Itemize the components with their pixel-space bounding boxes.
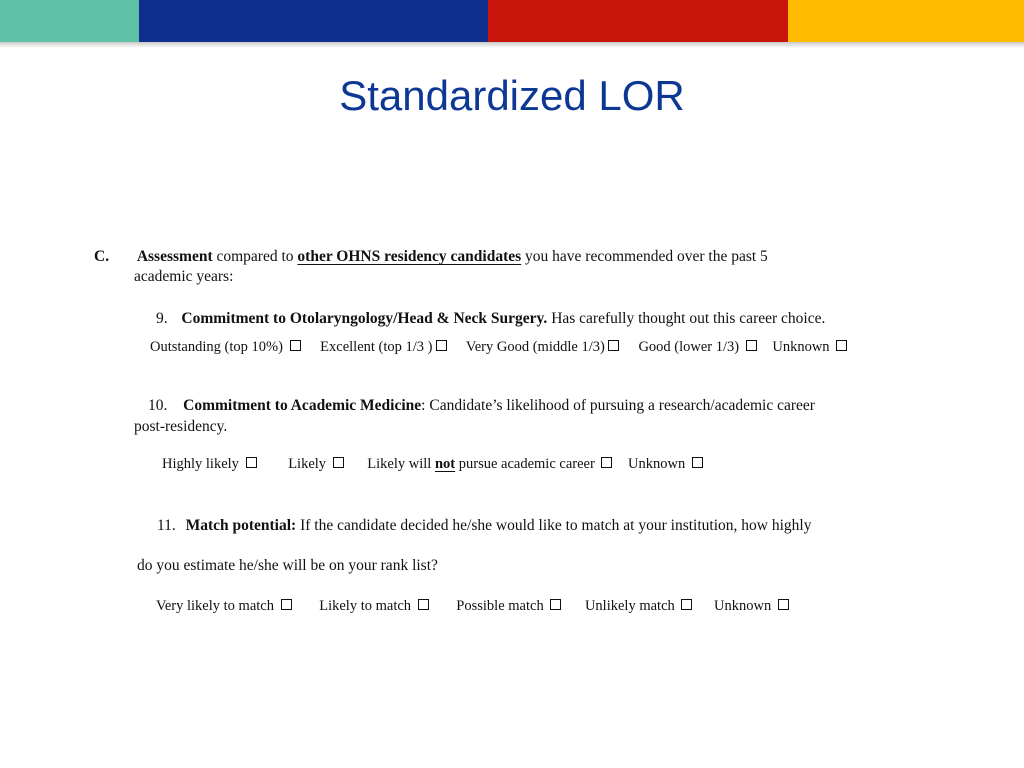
- section-heading-underlined: other OHNS residency candidates: [297, 248, 522, 265]
- q11-option-unknown[interactable]: [714, 598, 789, 614]
- question-11-title: Match potential:: [185, 517, 297, 534]
- checkbox-icon[interactable]: [281, 599, 292, 610]
- q9-option-outstanding[interactable]: [150, 339, 301, 355]
- q10-option-unknown[interactable]: [628, 456, 703, 472]
- q9-option-label: Outstanding (top 10%): [150, 339, 283, 355]
- section-heading-bold: Assessment: [136, 248, 213, 265]
- question-10-title: Commitment to Academic Medicine: [183, 397, 422, 414]
- checkbox-icon[interactable]: [333, 457, 344, 468]
- q9-option-label: Good (lower 1/3): [638, 339, 740, 355]
- q10-option-likely[interactable]: [288, 456, 343, 472]
- checkbox-icon[interactable]: [778, 599, 789, 610]
- question-9-options: [150, 339, 847, 356]
- q11-option-label: Possible match: [456, 598, 544, 614]
- checkbox-icon[interactable]: [436, 340, 447, 351]
- checkbox-icon[interactable]: [290, 340, 301, 351]
- q10-option-label-post: pursue academic career: [455, 456, 595, 472]
- q11-option-label: Likely to match: [319, 598, 412, 614]
- header-color-bar: [0, 0, 1024, 42]
- question-9: [156, 310, 825, 328]
- q11-option-very-likely[interactable]: [156, 598, 292, 614]
- question-9-number: 9.: [156, 310, 168, 327]
- checkbox-icon[interactable]: [246, 457, 257, 468]
- q9-option-unknown[interactable]: [772, 339, 847, 355]
- q11-option-unlikely[interactable]: [585, 598, 692, 614]
- header-segment-yellow: [788, 0, 1024, 42]
- question-10: [148, 397, 815, 415]
- checkbox-icon[interactable]: [608, 340, 619, 351]
- checkbox-icon[interactable]: [681, 599, 692, 610]
- section-letter: C.: [94, 248, 110, 265]
- q9-option-label: Excellent (top 1/3 ): [320, 339, 433, 355]
- q10-option-highly-likely[interactable]: [162, 456, 257, 472]
- q11-option-possible[interactable]: [456, 598, 561, 614]
- question-11: [157, 517, 811, 535]
- question-11-number: 11.: [157, 517, 176, 534]
- q11-option-label: Unknown: [714, 598, 772, 614]
- section-heading-rest: you have recommended over the past 5: [521, 248, 768, 265]
- header-segment-blue: [139, 0, 488, 42]
- section-heading: [94, 248, 768, 266]
- q11-option-likely[interactable]: [319, 598, 428, 614]
- header-shadow: [0, 42, 1024, 48]
- section-heading-mid: compared to: [212, 248, 298, 265]
- section-heading-line2: academic years:: [134, 268, 234, 285]
- question-11-options: [156, 598, 789, 615]
- checkbox-icon[interactable]: [418, 599, 429, 610]
- question-9-title: Commitment to Otolaryngology/Head & Neck Surgery.: [181, 310, 548, 327]
- q9-option-excellent[interactable]: [320, 339, 446, 355]
- question-11-line2: do you estimate he/she will be on your rank list?: [137, 557, 438, 574]
- q10-option-label: Highly likely: [162, 456, 239, 472]
- q9-option-good[interactable]: [638, 339, 756, 355]
- header-segment-red: [488, 0, 788, 42]
- q11-option-label: Unlikely match: [584, 598, 675, 614]
- question-10-number: 10.: [148, 397, 168, 414]
- q9-option-very-good[interactable]: [466, 339, 619, 355]
- q10-option-likely-not[interactable]: [367, 456, 612, 472]
- question-9-text: Has carefully thought out this career choice.: [547, 310, 826, 327]
- checkbox-icon[interactable]: [836, 340, 847, 351]
- checkbox-icon[interactable]: [601, 457, 612, 468]
- checkbox-icon[interactable]: [692, 457, 703, 468]
- question-11-text: If the candidate decided he/she would like to match at your institution, how highly: [296, 517, 812, 534]
- question-10-options: [162, 456, 703, 473]
- q10-option-label: Unknown: [628, 456, 686, 472]
- page-title: Standardized LOR: [339, 72, 685, 119]
- q10-option-label-pre: Likely will: [367, 456, 435, 472]
- question-10-line2: post-residency.: [134, 418, 228, 435]
- checkbox-icon[interactable]: [746, 340, 757, 351]
- q11-option-label: Very likely to match: [156, 598, 274, 614]
- checkbox-icon[interactable]: [550, 599, 561, 610]
- q10-option-label: Likely: [288, 456, 327, 472]
- q9-option-label: Unknown: [772, 339, 830, 355]
- header-segment-teal: [0, 0, 139, 42]
- q10-option-not-word: not: [434, 456, 456, 472]
- question-10-text: : Candidate’s likelihood of pursuing a research/academic career: [421, 397, 815, 414]
- q9-option-label: Very Good (middle 1/3): [465, 339, 605, 355]
